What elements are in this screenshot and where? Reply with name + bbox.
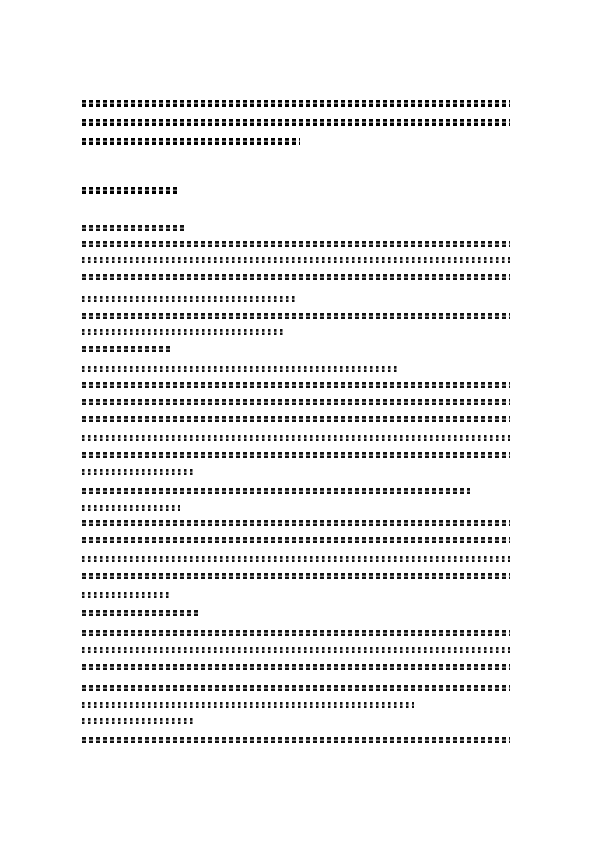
text-line [82,573,510,579]
text-line [82,452,510,458]
text-line [82,138,300,145]
text-line [82,329,284,335]
text-line [82,505,180,511]
text-line [82,313,510,319]
text-line [82,119,510,126]
text-line [82,520,510,526]
text-line [82,241,510,247]
text-line [82,737,510,743]
text-line [82,718,194,724]
text-line [82,366,400,372]
section-heading [82,187,180,194]
text-line [82,556,510,562]
text-line [82,416,510,422]
text-line [82,592,170,598]
subheading [82,225,186,231]
subheading [82,346,170,352]
text-line [82,664,510,670]
text-line [82,274,510,280]
text-line [82,702,414,708]
subheading [82,610,198,616]
text-line [82,488,470,494]
text-line [82,685,510,691]
text-line [82,647,510,653]
text-line [82,100,510,107]
text-line [82,537,510,543]
text-line [82,630,510,636]
text-line [82,382,510,388]
text-line [82,399,510,405]
text-line [82,435,510,441]
text-line [82,257,510,263]
text-line [82,296,298,302]
text-line [82,469,194,475]
